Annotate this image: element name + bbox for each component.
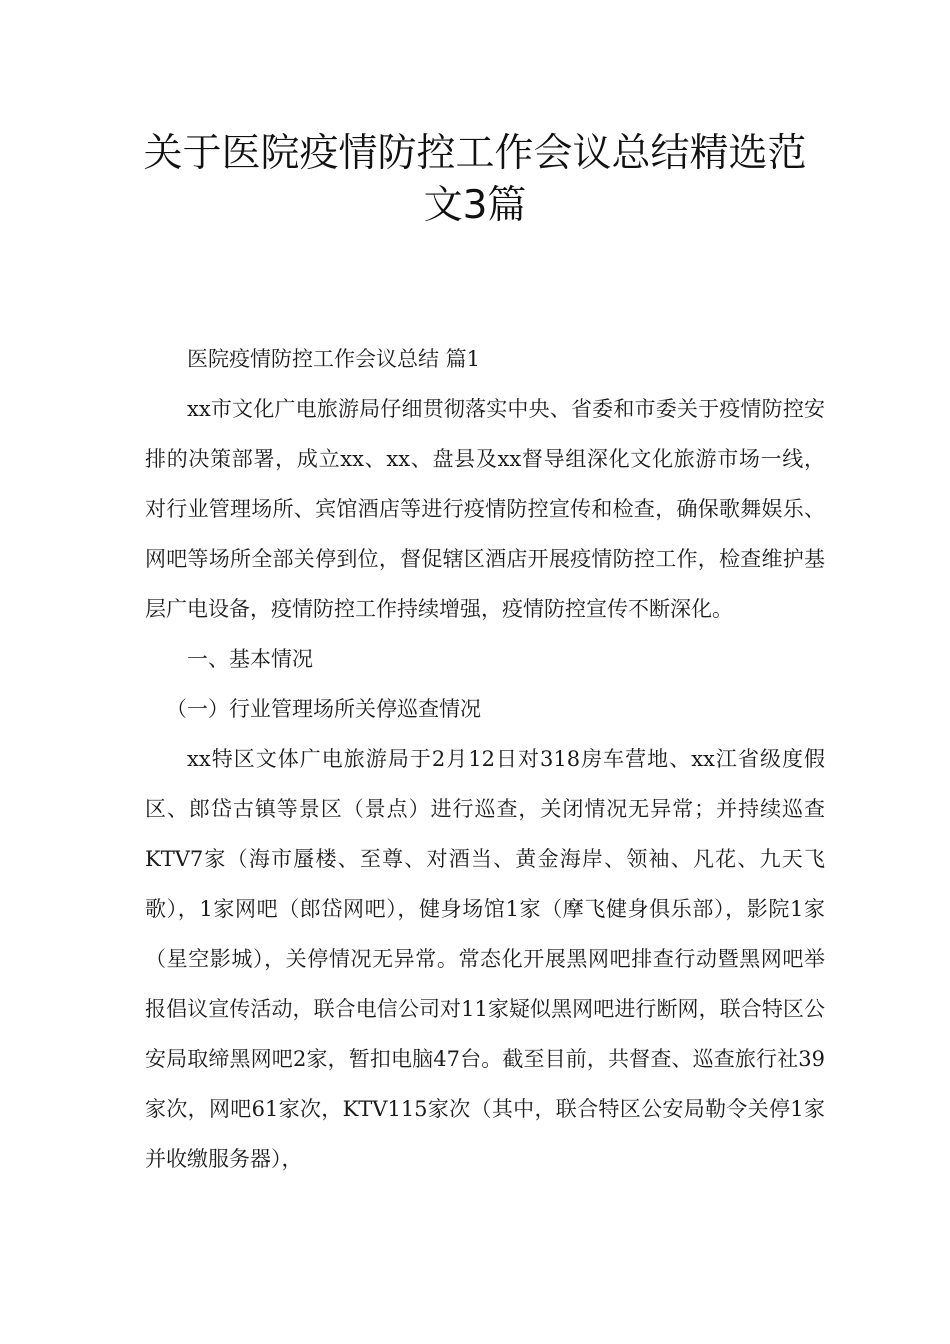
paragraph-2: xx特区文体广电旅游局于2月12日对318房车营地、xx江省级度假区、郎岱古镇等景区（景点）进行巡查，关闭情况无异常；并持续巡查KTV7家（海市蜃楼、至尊、对酒当、黄金海岸、领袖、凡花、九天飞歌），1家网吧（郎岱网吧），健身场馆1家（摩飞健身俱乐部），影院1家（星空影城），关停情况无异常。常态化开展黑网吧排查行动暨黑网吧举报倡议宣传活动，联合电信公司对11家疑似黑网吧进行断网，联合特区公安局取缔黑网吧2家，暂扣电脑47台。截至目前，共督查、巡查旅行社39家次，网吧61家次，KTV115家次（其中，联合特区公安局勒令关停1家并收缴服务器）， [145, 747, 825, 1171]
section-title: 医院疫情防控工作会议总结 篇1 [187, 347, 481, 371]
title-line-2: 文3篇 [423, 183, 527, 228]
document-title [100, 128, 850, 232]
document-body [145, 334, 825, 1184]
heading-venue-inspection: （一）行业管理场所关停巡查情况 [166, 697, 481, 721]
heading-basic-situation: 一、基本情况 [187, 647, 313, 671]
title-line-1: 关于医院疫情防控工作会议总结精选范 [143, 131, 807, 176]
paragraph-1: xx市文化广电旅游局仔细贯彻落实中央、省委和市委关于疫情防控安排的决策部署，成立xx、xx、盘县及xx督导组深化文化旅游市场一线，对行业管理场所、宾馆酒店等进行疫情防控宣传和检查，确保歌舞娱乐、网吧等场所全部关停到位，督促辖区酒店开展疫情防控工作，检查维护基层广电设备，疫情防控工作持续增强，疫情防控宣传不断深化。 [145, 397, 825, 621]
